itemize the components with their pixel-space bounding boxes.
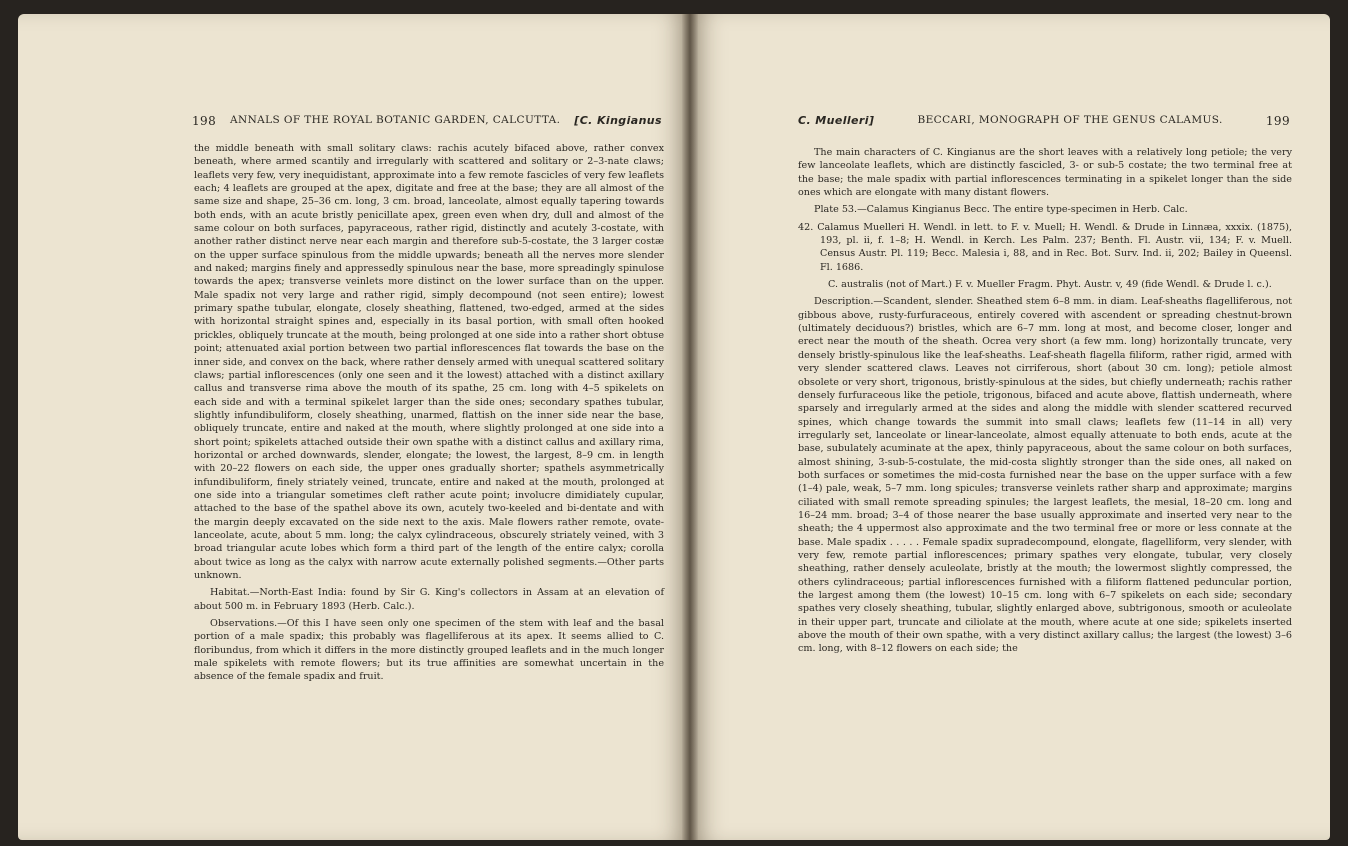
left-paragraph: Habitat.—North-East India: found by Sir G. King's collectors in Assam at an elevation of about 500 m. in February 1893 (Herb. Calc.). — [194, 587, 664, 612]
left-page — [18, 14, 690, 840]
right-paragraph: The main characters of C. Kingianus are the short leaves with a relatively long petiole; the very few lanceolate leaflets, which are distinctly fascicled, 3- or sub-5 costate; the two terminal free at the base; the male spadix with partial inflorescences terminating in a spikelet longer than the side ones which are elongate with many distant flowers. — [798, 147, 1292, 199]
right-page — [690, 14, 1330, 840]
plate-caption: Plate 53.—Calamus Kingianus Becc. The entire type-specimen in Herb. Calc. — [814, 204, 1188, 216]
species-entry: 42. Calamus Muelleri H. Wendl. in lett. to F. v. Muell; H. Wendl. & Drude in Linnæa, xxxix. (1875), 193, pl. ii, f. 1–8; H. Wendl. in Kerch. Les Palm. 237; Benth. Fl. Austr. vii, 134; F. v. Muell. Census Austr. Pl. 119; Becc. Malesia i, 88, and in Rec. Bot. Surv. Ind. ii, 202; Bailey in Queensl. Fl. 1686. — [798, 221, 1292, 273]
right-section-label: C. Muelleri] — [798, 114, 875, 127]
left-running-head — [192, 114, 662, 128]
right-page-number: 199 — [1265, 114, 1290, 128]
left-running-title: ANNALS OF THE ROYAL BOTANIC GARDEN, CALCUTTA. — [230, 114, 561, 126]
left-text-body — [194, 142, 664, 688]
description-paragraph: Description.—Scandent, slender. Sheathed stem 6–8 mm. in diam. Leaf-sheaths flagelliferous, not gibbous above, rusty-furfuraceous, entirely covered with ascendent or spreading chestnut-brown (ultimately deciduous?) bristles, which are 6–7 mm. long at most, and become closer, longer and erect near the mouth of the sheath. Ocrea very short (a few mm. long) horizontally truncate, very densely bristly-spinulous like the leaf-sheaths. Leaf-sheath flagella filiform, rather rigid, armed with very slender scattered claws. Leaves not cirriferous, short (about 30 cm. long); petiole almost obsolete or very short, trigonous, bristly-spinulous at the sides, but chiefly underneath; rachis rather densely furfuraceous like the petiole, trigonous, bifaced and acute above, flattish underneath, where sparsely and irregularly armed at the sides and along the middle with slender scattered recurved spines, which change towards the summit into small claws; leaflets few (11–14 in all) very irregularly set, lanceolate or linear-lanceolate, almost equally attenuate to both ends, acute at the base, subulately acuminate at the apex, thinly papyraceous, about the same colour on both surfaces, almost shining, 3-sub-5-costulate, the mid-costa slightly stronger than the side ones, all naked on both surfaces or sometimes the mid-costa furnished near the base on the upper surface with a few (1–4) pale, weak, 5–7 mm. long spicules; transverse veinlets rather sharp and approximate; margins ciliated with small remote spreading spinules; the largest leaflets, the mesial, 18–20 cm. long and 16–24 mm. broad; 3–4 of those nearer the base usually approximate and inserted very near to the sheath; the 4 uppermost also approximate and the two terminal free or more or less connate at the base. Male spadix . . . . . Female spadix supradecompound, elongate, flagelliform, very slender, with very few, remote partial inflorescences; primary spathes very elongate, tubular, very closely sheathing, rather densely aculeolate, bristly at the mouth; the lowermost slightly compressed, the others cylindraceous; partial inflorescences furnished with a filiform flattened peduncular portion, the largest among them (the lowest) 10–15 cm. long with 6–7 spikelets on each side; secondary spathes very closely sheathing, tubular, slightly enlarged above, subtrigonous, smooth or aculeolate in their upper part, truncate and ciliolate at the mouth, where acute at one side; spikelets inserted above the mouth of their own spathe, with a very distinct axillary callus; the largest (the lowest) 3–6 cm. long, with 8–12 flowers on each side; the — [798, 296, 1292, 655]
left-paragraph: the middle beneath with small solitary claws: rachis acutely bifaced above, rather convex beneath, where armed scantily and irregularly with scattered and solitary or 2–3-nate claws; leaflets very few, very inequidistant, approximate into a few remote fascicles of very few leaflets each; 4 leaflets are grouped at the apex, digitate and free at the base; they are all almost of the same size and shape, 25–36 cm. long, 3 cm. broad, lanceolate, almost equally tapering towards both ends, with an acute bristly penicillate apex, green even when dry, dull and almost of the same colour on both surfaces, papyraceous, rather rigid, distinctly and acutely 3-costate, with another rather distinct nerve near each margin and therefore sub-5-costate, the 3 larger costæ on the upper surface spinulous from the middle upwards; beneath all the nerves more slender and naked; margins finely and appressedly spinulous near the base, more spreadingly spinulose towards the apex; transverse veinlets more distinct on the lower surface than on the upper. Male spadix not very large and rather rigid, simply decompound (not seen entire); lowest primary spathe tubular, elongate, closely sheathing, flattened, two-edged, armed at the sides with horizontal straight spines and, especially in its basal portion, with small often hooked prickles, obliquely truncate at the mouth, being prolonged at one side into a rather short obtuse point; attenuated axial portion between two partial inflorescences flat towards the base on the inner side, and convex on the back, where rather densely armed with unequal scattered solitary claws; partial inflorescences (only one seen and it the lowest) attached with a distinct axillary callus and transverse rima above the mouth of its spathe, 25 cm. long with 4–5 spikelets on each side and with a terminal spikelet larger than the side ones; secondary spathes tubular, slightly infundibuliform, closely sheathing, unarmed, flattish on the inner side near the base, obliquely truncate, entire and naked at the mouth, where slightly prolonged at one side into a short point; spikelets attached outside their own spathe with a distinct callus and axillary rima, horizontal or arched downwards, slender, elongate; the lowest, the largest, 8–9 cm. in length with 20–22 flowers on each side, the upper ones gradually shorter; spathels asymmetrically infundibuliform, finely striately veined, truncate, entire and naked at the mouth, prolonged at one side into a triangular sometimes cleft rather acute point; involucre dimidiately cupular, attached to the base of the spathel above its own, acutely two-keeled and bi-dentate and with the margin deeply excavated on the side next to the axis. Male flowers rather remote, ovate-lanceolate, acute, about 5 mm. long; the calyx cylindraceous, obscurely striately veined, with 3 broad triangular acute lobes which form a third part of the length of the entire calyx; corolla about twice as long as the calyx with narrow acute externally polished segments.—Other parts unknown. — [194, 143, 664, 581]
left-page-number: 198 — [192, 114, 217, 128]
right-text-body — [798, 146, 1292, 660]
left-section-label: [C. Kingianus — [574, 114, 662, 127]
left-paragraph: Observations.—Of this I have seen only one specimen of the stem with leaf and the basal portion of a male spadix; this probably was flagelliferous at its apex. It seems allied to C. floribundus, from which it differs in the more distinctly grouped leaflets and in the much longer male spikelets with remote flowers; but its true affinities are somewhat uncertain in the absence of the female spadix and fruit. — [194, 618, 664, 683]
right-running-title: BECCARI, MONOGRAPH OF THE GENUS CALAMUS. — [917, 114, 1223, 126]
right-running-head — [798, 114, 1290, 128]
synonym-entry: C. australis (not of Mart.) F. v. Mueller Fragm. Phyt. Austr. v, 49 (fide Wendl. & Drude l. c.). — [828, 279, 1272, 291]
book-gutter — [682, 14, 698, 840]
